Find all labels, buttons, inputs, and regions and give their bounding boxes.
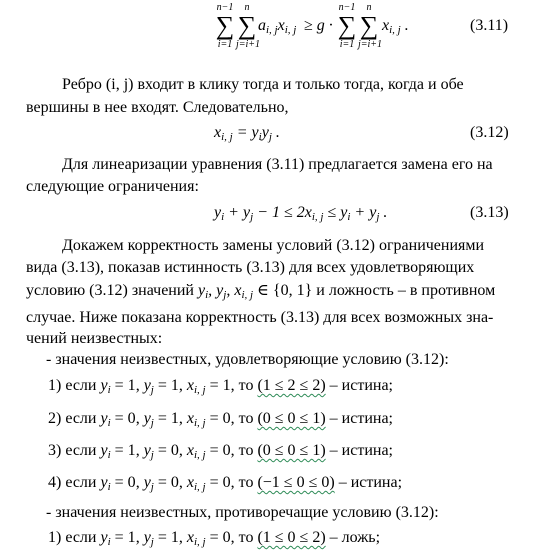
eq311-relation: ≥ g · (304, 17, 333, 34)
list-item: 1) если $y_i = 1$, $y_j = 1$, $x_{i, j} = 0$, то (1 ≤ 0 ≤ 2) – ложь; (48, 529, 381, 548)
text: , то (230, 410, 254, 427)
check: (0 ≤ 0 ≤ 1) (257, 442, 326, 459)
value: = 0 (209, 474, 231, 491)
check: (1 ≤ 2 ≤ 2) (257, 377, 326, 394)
sum-upper-limit: n−1 (338, 2, 356, 13)
equation-number: (3.12) (470, 124, 509, 141)
verdict: – истина; (334, 474, 403, 491)
verdict: – истина; (325, 377, 393, 394)
subscript: j (268, 131, 272, 143)
value: = 1 (114, 529, 136, 546)
item-prefix: 2) если (48, 410, 97, 427)
subscript: i (258, 131, 262, 143)
sum-upper-limit: n−1 (216, 2, 234, 13)
paragraph-line: Докажем корректность замены условий (3.12) ограничениями (62, 237, 485, 254)
check: (0 ≤ 0 ≤ 1) (257, 410, 326, 427)
term: x (214, 124, 222, 141)
check: (1 ≤ 0 ≤ 2) (257, 529, 326, 546)
sum-sign-2 (236, 2, 261, 50)
sum-upper-limit: n (244, 2, 250, 13)
sum-sign-1 (214, 2, 236, 50)
value: = 0 (209, 442, 231, 459)
list-item: 3) если $y_i = 1$, $y_j = 0$, $x_{i, j} = 0$, то (0 ≤ 0 ≤ 1) – истина; (48, 442, 393, 461)
text: , то (230, 442, 254, 459)
text: , то (230, 474, 254, 491)
sigma-icon: ∑ (237, 11, 257, 40)
equation-number: (3.11) (470, 17, 509, 34)
text: , то (230, 377, 254, 394)
sum-sign-3 (336, 2, 358, 50)
value: = 1 (157, 377, 179, 394)
equation-3-12 (214, 123, 280, 143)
sum-sign-4 (358, 2, 383, 50)
subscript: i, j (266, 24, 278, 36)
list-header: - значения неизвестных, удовлетворяющие условию (3.12): (46, 351, 449, 368)
paragraph-line: вида (3.13), показав истинность (3.13) для всех удовлетворяющих (26, 259, 475, 276)
period: . (404, 17, 409, 34)
value: = 1 (209, 377, 231, 394)
sigma-icon: ∑ (215, 11, 235, 40)
value: = 0 (157, 442, 179, 459)
variables: $y_i$, $y_j$, $x_{i, j}$ (198, 282, 254, 301)
value: = 0 (209, 529, 231, 546)
check: (−1 ≤ 0 ≤ 0) (257, 474, 335, 491)
eq311-term-x (382, 16, 409, 36)
equation-3-13: $y_i + y_j - 1 \le 2x_{i, j} \le y_i + y_j$ . (214, 204, 388, 223)
paragraph-line: следующие ограничения: (26, 178, 199, 195)
subscript: i, j (221, 131, 233, 143)
paragraph-line: чений неизвестных: (26, 330, 163, 347)
paragraph-line (26, 281, 495, 301)
term: x (277, 17, 285, 34)
verdict: – истина; (325, 442, 393, 459)
sum-lower-limit: j=i+1 (358, 39, 383, 50)
sigma-icon: ∑ (337, 11, 357, 40)
sigma-icon: ∑ (359, 11, 379, 40)
text: и ложность – в противном (316, 282, 496, 299)
item-prefix: 3) если (48, 442, 97, 459)
set: ∈ {0, 1} (257, 282, 313, 299)
sum-upper-limit: n (366, 2, 372, 13)
equation-number: (3.13) (470, 204, 509, 221)
text: условию (3.12) значений (26, 282, 194, 299)
value: = 1 (157, 529, 179, 546)
term: y (261, 124, 269, 141)
value: = 0 (157, 474, 179, 491)
paragraph-line: Для линеаризации уравнения (3.11) предлагается замена его на (62, 156, 493, 173)
term: a (258, 17, 266, 34)
sum-lower-limit: i=1 (339, 39, 355, 50)
list-item: 4) если $y_i = 0$, $y_j = 0$, $x_{i, j} = 0$, то (−1 ≤ 0 ≤ 0) – истина; (48, 474, 403, 493)
subscript: i, j (284, 24, 297, 36)
paragraph-line: случае. Ниже показана корректность (3.13) для всех возможных зна- (26, 309, 494, 326)
verdict: – истина; (325, 410, 393, 427)
value: = 1 (114, 377, 136, 394)
item-prefix: 4) если (48, 474, 97, 491)
item-prefix: 1) если (48, 377, 97, 394)
term: x (382, 17, 390, 34)
list-header: - значения неизвестных, противоречащие условию (3.12): (46, 504, 439, 521)
sum-lower-limit: j=i+1 (236, 39, 261, 50)
value: = 1 (157, 410, 179, 427)
value: = 0 (114, 474, 136, 491)
list-item: 1) если $y_i = 1$, $y_j = 1$, $x_{i, j} = 1$, то (1 ≤ 2 ≤ 2) – истина; (48, 377, 393, 396)
paragraph-line: вершины в нее входят. Следовательно, (26, 99, 289, 116)
term: = y (232, 124, 259, 141)
list-item: 2) если $y_i = 0$, $y_j = 1$, $x_{i, j} = 0$, то (0 ≤ 0 ≤ 1) – истина; (48, 410, 393, 429)
value: = 1 (114, 442, 136, 459)
value: = 0 (209, 410, 231, 427)
subscript: i, j (389, 24, 401, 36)
text: , то (230, 529, 254, 546)
period: . (271, 124, 280, 141)
eq311-terms (258, 16, 296, 36)
value: = 0 (114, 410, 136, 427)
verdict: – ложь; (325, 529, 381, 546)
paragraph-line: Ребро (i, j) входит в клику тогда и только тогда, когда и обе (62, 76, 464, 93)
sum-lower-limit: i=1 (217, 39, 233, 50)
item-prefix: 1) если (48, 529, 97, 546)
